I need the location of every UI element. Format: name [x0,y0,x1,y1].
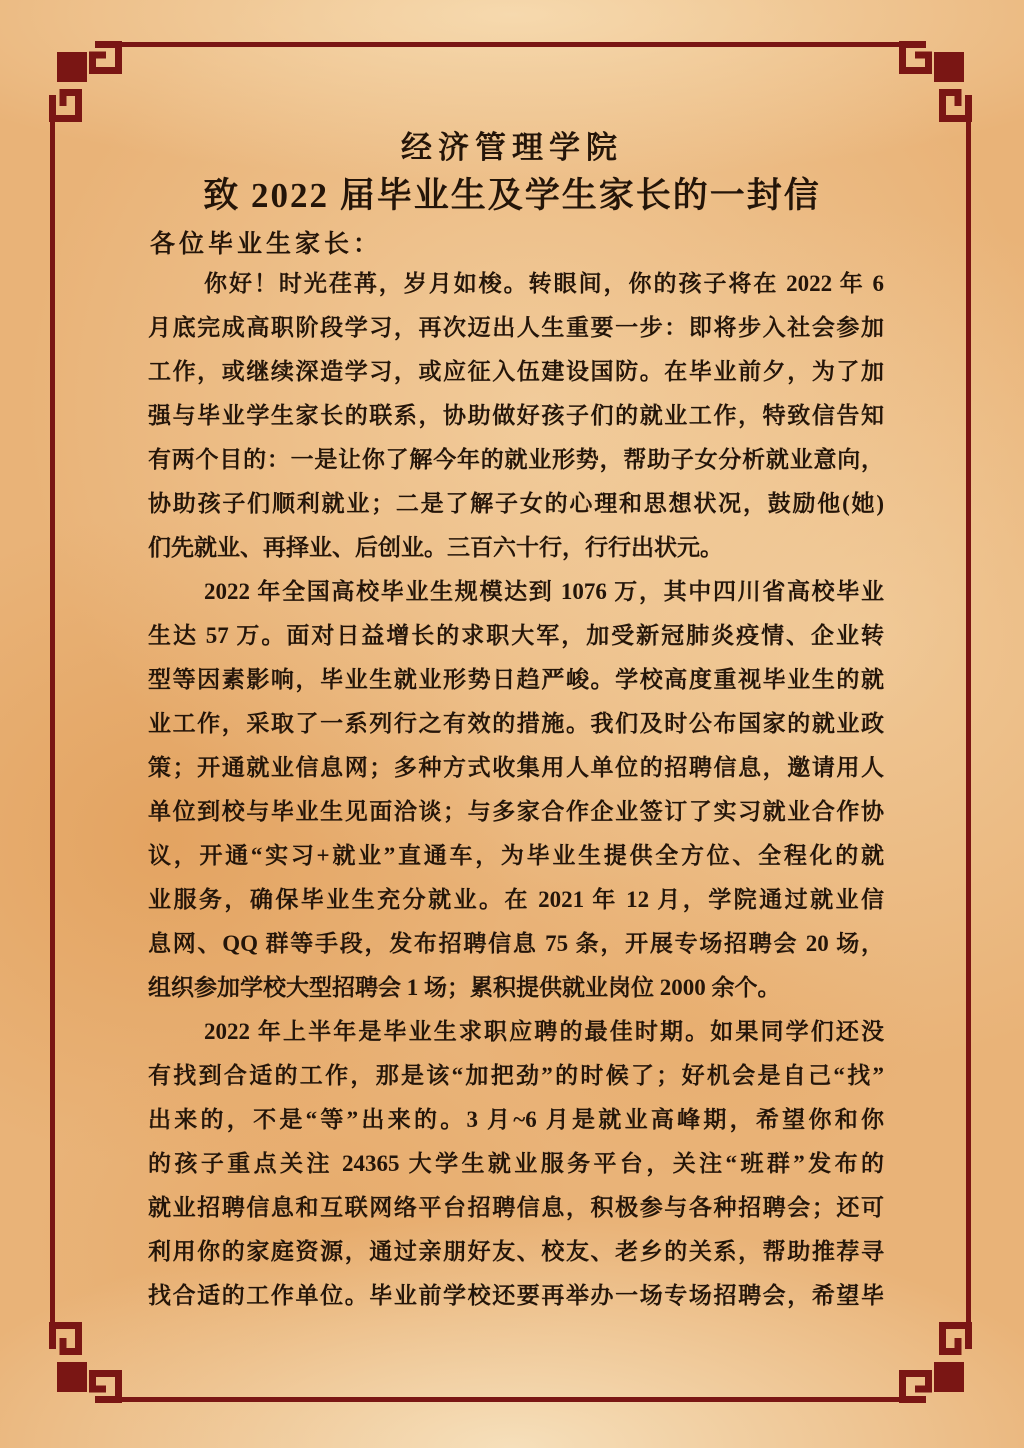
letter-line: 2022 年全国高校毕业生规模达到 1076 万，其中四川省高校毕业 [204,579,884,604]
letter-line: 们先就业、再择业、后创业。三百六十行，行行出状元。 [148,535,723,560]
letter-line: 工作，或继续深造学习，或应征入伍建设国防。在毕业前夕，为了加 [148,359,884,384]
letter-line: 月底完成高职阶段学习，再次迈出人生重要一步：即将步入社会参加 [148,315,884,340]
letter-line: 业服务，确保毕业生充分就业。在 2021 年 12 月，学院通过就业信 [148,887,884,912]
salutation: 各位毕业生家长： [150,231,383,258]
letter-paragraph [148,262,884,570]
letter-line: 的孩子重点关注 24365 大学生就业服务平台，关注“班群”发布的 [148,1151,884,1176]
letter-line: 强与毕业学生家长的联系，协助做好孩子们的就业工作，特致信告知 [148,403,884,428]
letter-line: 2022 年上半年是毕业生求职应聘的最佳时期。如果同学们还没 [204,1019,884,1044]
letter-line: 出来的，不是“等”出来的。3 月~6 月是就业高峰期，希望你和你 [148,1107,884,1132]
letter-line: 有找到合适的工作，那是该“加把劲”的时候了；好机会是自己“找” [148,1063,884,1088]
letter-line: 单位到校与毕业生见面洽谈；与多家合作企业签订了实习就业合作协 [148,799,884,824]
letter-line: 议，开通“实习+就业”直通车，为毕业生提供全方位、全程化的就 [148,843,884,868]
page-title: 经济管理学院 [401,130,623,165]
letter-paragraph [148,570,884,1010]
letter-paragraph [148,1010,884,1318]
letter-line: 息网、QQ 群等手段，发布招聘信息 75 条，开展专场招聘会 20 场， [148,931,884,956]
letter-line: 生达 57 万。面对日益增长的求职大军，加受新冠肺炎疫情、企业转 [148,623,884,648]
letter-line: 你好！时光荏苒，岁月如梭。转眼间，你的孩子将在 2022 年 6 [204,271,884,296]
letter-line: 协助孩子们顺利就业；二是了解子女的心理和思想状况，鼓励他(她) [148,491,884,516]
letter-line: 找合适的工作单位。毕业前学校还要再举办一场专场招聘会，希望毕 [148,1283,884,1308]
letter-line: 业工作，采取了一系列行之有效的措施。我们及时公布国家的就业政 [148,711,884,736]
letter-line: 有两个目的：一是让你了解今年的就业形势，帮助子女分析就业意向， [148,447,884,472]
letter-line: 就业招聘信息和互联网络平台招聘信息，积极参与各种招聘会；还可 [148,1195,884,1220]
letter-line: 型等因素影响，毕业生就业形势日趋严峻。学校高度重视毕业生的就 [148,667,884,692]
letter-line: 利用你的家庭资源，通过亲朋好友、校友、老乡的关系，帮助推荐寻 [148,1239,884,1264]
letter-body [148,262,884,1318]
letter-line: 策；开通就业信息网；多种方式收集用人单位的招聘信息，邀请用人 [148,755,884,780]
letter-line: 组织参加学校大型招聘会 1 场；累积提供就业岗位 2000 余个。 [148,975,781,1000]
page-subtitle: 致 2022 届毕业生及学生家长的一封信 [203,176,821,215]
